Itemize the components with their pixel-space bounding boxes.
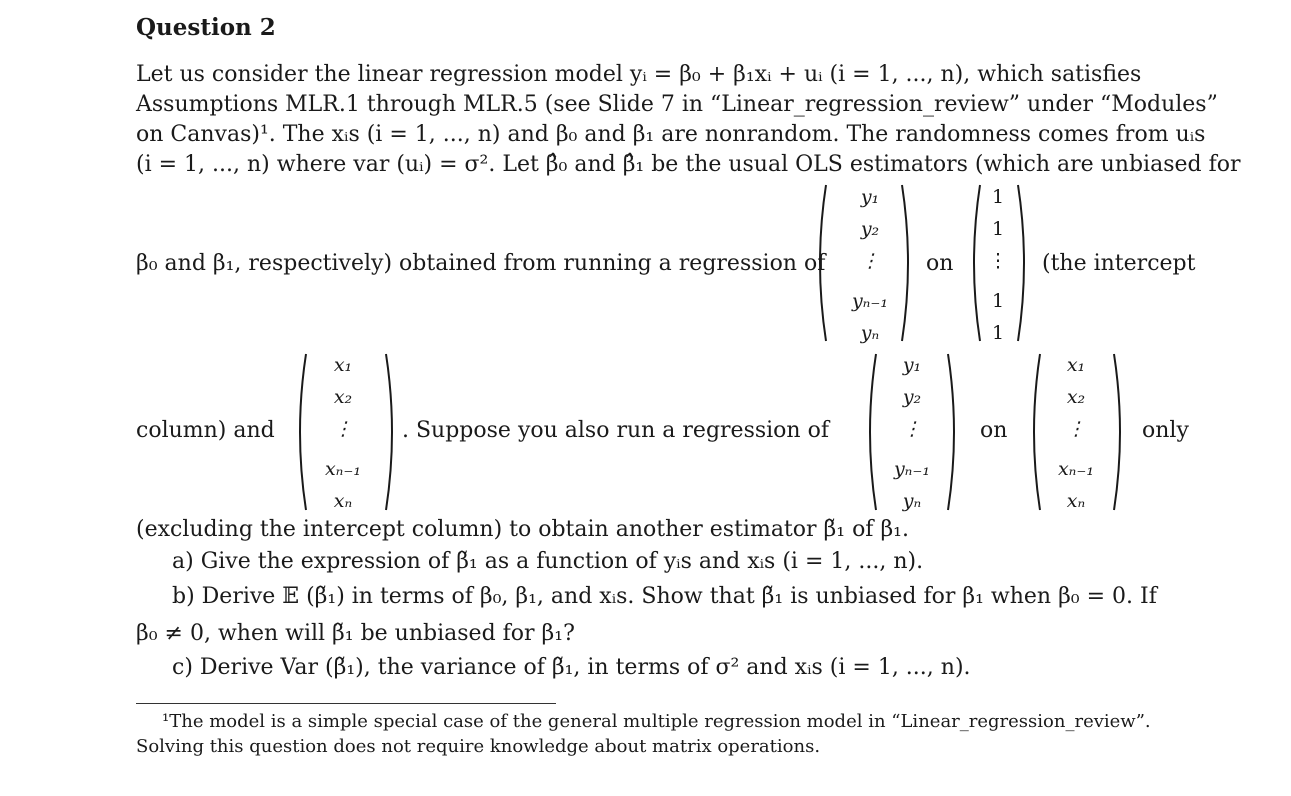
vector-entry: y₁ [860,186,880,208]
part-a: a) Give the expression of β̃₁ as a function of yᵢs and xᵢs (i = 1, ..., n). [172,549,924,574]
vector-entry: 1 [991,322,1005,344]
vector-entry: x₁ [1066,354,1086,376]
on-label-1: on [926,251,954,276]
question-title: Question 2 [136,14,276,41]
paragraph-line-1: Let us consider the linear regression model yᵢ = β₀ + β₁xᵢ + uᵢ (i = 1, ..., n), which satisfies [136,62,1142,87]
vector-entry: xₙ [1066,490,1086,512]
vector-entry: 1 [991,218,1005,240]
estimator-sentence: (excluding the intercept column) to obtain another estimator β̃₁ of β₁. [136,517,909,542]
vector-entry: xₙ₋₁ [324,458,362,480]
paragraph-line-4: (i = 1, ..., n) where var (uᵢ) = σ². Let β̂₀ and β̂₁ be the usual OLS estimators (which are unbiased for [136,152,1241,177]
regression-2-text: column) and [136,418,275,443]
vector-entry: yₙ [860,322,880,344]
vector-entry: x₂ [1066,386,1086,408]
footnote-line-2: Solving this question does not require knowledge about matrix operations. [136,736,821,757]
footnote-rule [136,703,556,704]
vector-entry: yₙ₋₁ [851,290,889,312]
vector-entry: 1 [991,186,1005,208]
vector-entry: ⋮ [333,418,353,440]
right-paren [1112,352,1128,512]
footnote-line-1: ¹The model is a simple special case of the general multiple regression model in “Linear_regression_review”. [162,711,1151,732]
right-paren [900,183,916,343]
vector-entry: xₙ [333,490,353,512]
vector-entry: xₙ₋₁ [1057,458,1095,480]
right-paren [1016,183,1032,343]
left-paren [812,183,828,343]
right-paren [384,352,400,512]
paragraph-line-3: on Canvas)¹. The xᵢs (i = 1, ..., n) and β₀ and β₁ are nonrandom. The randomness comes from uᵢs [136,122,1206,147]
vector-entry: y₁ [902,354,922,376]
vector-entry: y₂ [860,218,880,240]
part-b-line-1: b) Derive 𝔼 (β̃₁) in terms of β₀, β₁, and xᵢs. Show that β̃₁ is unbiased for β₁ when β₀ = 0. If [172,584,1157,609]
intercept-text: (the intercept [1042,251,1196,276]
vector-entry: x₂ [333,386,353,408]
vector-entry: ⋮ [902,418,922,440]
vector-entry: x₁ [333,354,353,376]
vector-entry: yₙ₋₁ [893,458,931,480]
vector-entry: ⋮ [988,250,1008,272]
on-label-2: on [980,418,1008,443]
part-c: c) Derive Var (β̃₁), the variance of β̃₁, in terms of σ² and xᵢs (i = 1, ..., n). [172,655,971,680]
vector-entry: y₂ [902,386,922,408]
paragraph-line-2: Assumptions MLR.1 through MLR.5 (see Slide 7 in “Linear_regression_review” under “Modules” [136,92,1218,117]
vector-entry: ⋮ [1066,418,1086,440]
right-paren [946,352,962,512]
vector-entry: yₙ [902,490,922,512]
only-text: only [1142,418,1189,443]
vector-entry: ⋮ [860,250,880,272]
vector-entry: 1 [991,290,1005,312]
regression-2-mid-text: . Suppose you also run a regression of [402,418,829,443]
part-b-line-2: β₀ ≠ 0, when will β̃₁ be unbiased for β₁? [136,621,575,646]
regression-1-text: β₀ and β₁, respectively) obtained from running a regression of [136,251,826,276]
